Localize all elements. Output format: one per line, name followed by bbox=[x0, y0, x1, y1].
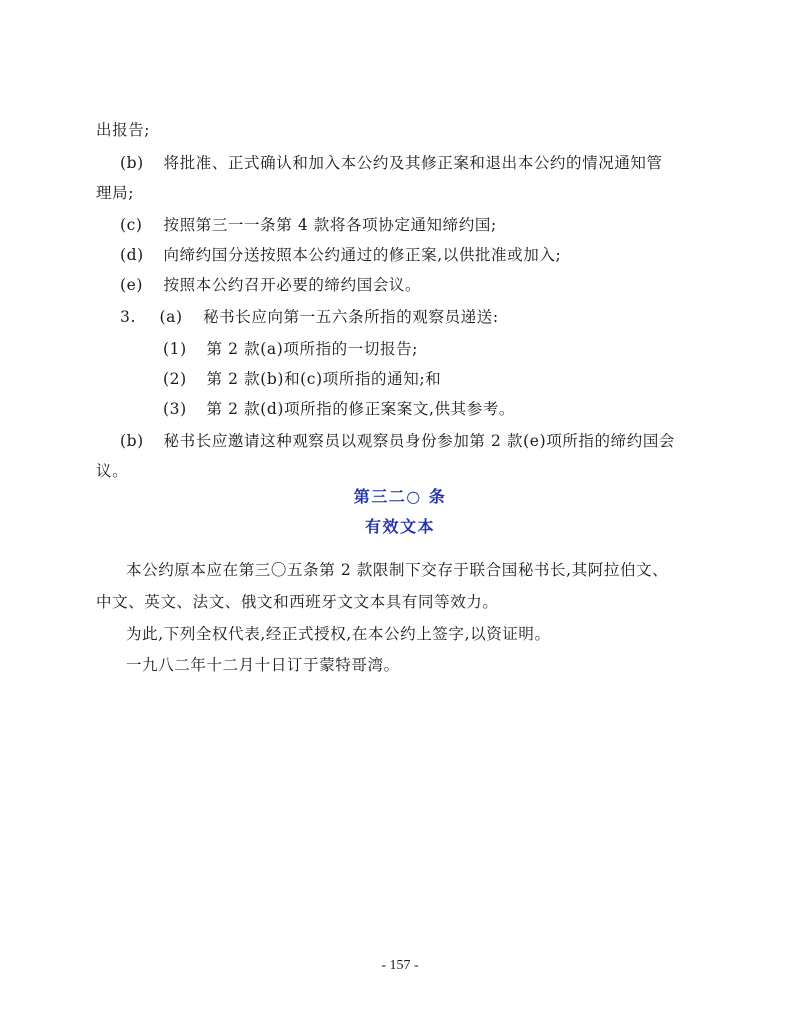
list-item-text: 第 2 款(a)项所指的一切报告; bbox=[206, 340, 419, 358]
list-marker: (b) bbox=[120, 432, 144, 450]
list-item-text: 第 2 款(b)和(c)项所指的通知;和 bbox=[206, 370, 442, 388]
article-number: 第三二○ 条 bbox=[353, 487, 447, 506]
list-marker: (c) bbox=[120, 216, 143, 234]
list-item-text: 按照第三一一条第 4 款将各项协定通知缔约国; bbox=[163, 216, 497, 234]
list-marker: (a) bbox=[159, 308, 183, 326]
list-item-text: 第 2 款(d)项所指的修正案案文,供其参考。 bbox=[206, 400, 515, 418]
paragraph-number: 3. bbox=[120, 308, 136, 326]
list-item-text: 将批准、正式确认和加入本公约及其修正案和退出本公约的情况通知管 bbox=[163, 154, 663, 172]
paragraph-line: 本公约原本应在第三〇五条第 2 款限制下交存于联合国秘书长,其阿拉伯文、 bbox=[126, 561, 669, 579]
list-item-c bbox=[120, 215, 497, 235]
list-marker: (3) bbox=[163, 400, 187, 418]
article-title: 有效文本 bbox=[364, 517, 435, 536]
text-line: 理局; bbox=[96, 184, 135, 202]
list-marker: (d) bbox=[120, 246, 144, 264]
page-number: - 157 - bbox=[381, 958, 419, 973]
list-marker: (b) bbox=[120, 154, 144, 172]
list-marker: (1) bbox=[163, 340, 187, 358]
list-marker: (e) bbox=[120, 276, 144, 294]
list-item-text: 按照本公约召开必要的缔约国会议。 bbox=[163, 276, 422, 294]
list-item-b2 bbox=[120, 431, 675, 451]
sub-item-2 bbox=[163, 369, 441, 389]
list-item-e bbox=[120, 275, 421, 295]
paragraph-line: 中文、英文、法文、俄文和西班牙文文本具有同等效力。 bbox=[96, 593, 499, 611]
paragraph-line: 为此,下列全权代表,经正式授权,在本公约上签字,以资证明。 bbox=[126, 625, 551, 643]
paragraph-line: 一九八二年十二月十日订于蒙特哥湾。 bbox=[126, 656, 400, 674]
list-item-text: 秘书长应向第一五六条所指的观察员递送: bbox=[203, 308, 499, 326]
list-item-b bbox=[120, 153, 663, 173]
list-item-text: 向缔约国分送按照本公约通过的修正案,以供批准或加入; bbox=[163, 246, 562, 264]
text-line: 议。 bbox=[96, 462, 129, 480]
text-line: 出报告; bbox=[96, 121, 151, 139]
paragraph-3 bbox=[120, 307, 499, 327]
list-item-d bbox=[120, 245, 561, 265]
list-item-text: 秘书长应邀请这种观察员以观察员身份参加第 2 款(e)项所指的缔约国会 bbox=[163, 432, 676, 450]
list-marker: (2) bbox=[163, 370, 187, 388]
sub-item-3 bbox=[163, 399, 515, 419]
sub-item-1 bbox=[163, 339, 418, 359]
